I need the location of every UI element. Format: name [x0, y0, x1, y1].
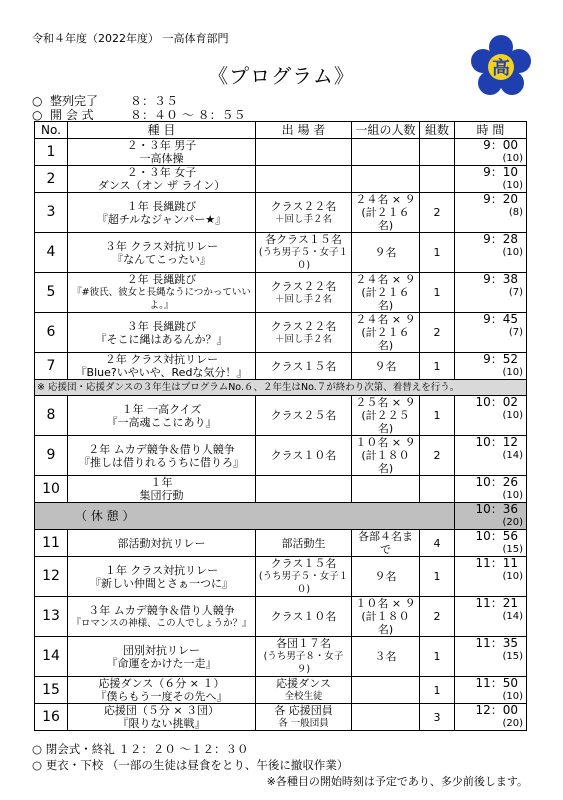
event-title: ３年 クラス対抗リレー [104, 239, 219, 253]
participants-cell [256, 353, 352, 380]
rest-row [35, 503, 527, 530]
participants-cell [256, 597, 352, 637]
info-line-opening: ○ 開 会 式 ８：４０ ～ ８：５５ [32, 108, 246, 122]
group-count: 1 [420, 557, 455, 597]
start-time: 11：35 [475, 636, 518, 650]
event-cell [68, 166, 256, 193]
group-count: 2 [420, 597, 455, 637]
participants-cell [256, 704, 352, 731]
duration: (10) [502, 180, 523, 191]
event-cell [68, 139, 256, 166]
participants-main: クラス２２名 [270, 199, 337, 213]
group-count: 1 [420, 396, 455, 436]
start-time: 10：36 [475, 502, 518, 516]
start-time: 10：12 [475, 435, 518, 449]
event-title: １年 一高クイズ [121, 402, 202, 416]
event-subtitle: 『僕らもう一度その先へ』 [95, 690, 228, 703]
group-count [420, 166, 455, 193]
time-cell [455, 704, 527, 731]
event-title: ２・３年 男子 [126, 139, 197, 152]
document-header: 令和４年度（2022年度） 一高体育部門 [32, 32, 229, 45]
event-cell [68, 557, 256, 597]
group-count: 2 [420, 193, 455, 233]
group-count: 4 [420, 530, 455, 557]
table-row [35, 557, 527, 597]
duration: (10) [502, 247, 523, 258]
table-row [35, 273, 527, 313]
table-row [35, 530, 527, 557]
group-count: 2 [420, 313, 455, 353]
group-size-cell [352, 273, 420, 313]
group-total: (計１８０名) [361, 610, 410, 636]
time-cell [455, 637, 527, 677]
event-subtitle: 『新しい仲間とさぁ一つに』 [90, 576, 233, 590]
group-count [420, 139, 455, 166]
table-row [35, 704, 527, 731]
group-total: (計２１６名) [361, 206, 410, 232]
group-size-cell [352, 557, 420, 597]
group-size: ２５名 × ９ [355, 396, 416, 409]
school-emblem-icon [469, 34, 533, 98]
time-cell [455, 166, 527, 193]
event-subtitle: ダンス（オン ザ ライン） [97, 179, 226, 192]
row-number: 5 [35, 273, 68, 313]
time-cell [455, 313, 527, 353]
participants-main: 各団１７名 [276, 637, 331, 650]
time-cell [455, 503, 527, 530]
event-subtitle: 『命運をかけた一走』 [106, 656, 217, 670]
footer-closing: ○ 閉会式・終礼 １２：２０ ～１２：３０ [32, 742, 249, 756]
col-header-time: 時 間 [455, 122, 527, 139]
event-title: １年 クラス対抗リレー [104, 563, 219, 577]
event-title: ２・３年 女子 [126, 166, 197, 179]
group-size: ２４名 × ９ [355, 273, 416, 286]
group-size-cell [352, 353, 420, 380]
participants-cell [256, 139, 352, 166]
table-row [35, 476, 527, 503]
time-cell [455, 233, 527, 273]
change-note: ※ 応援団・応援ダンスの３年生はプログラムNo.６、２年生はNo.７が終わり次第、着替えを行う。 [35, 380, 527, 396]
event-subtitle: 一高体操 [139, 152, 184, 165]
group-size: 各部４名まで [358, 530, 413, 556]
start-time: 10：26 [475, 475, 518, 489]
event-subtitle: 『超チルなジャンパー★』 [96, 212, 227, 226]
table-row [35, 677, 527, 704]
row-number: 14 [35, 637, 68, 677]
duration: (10) [502, 691, 523, 702]
participants-cell [256, 166, 352, 193]
start-time: 11：11 [475, 556, 518, 570]
col-header-group-size: 一組の人数 [352, 122, 420, 139]
group-size-cell [352, 313, 420, 353]
participants-cell [256, 233, 352, 273]
group-total: (計２２５名) [361, 409, 410, 435]
event-cell [68, 677, 256, 704]
event-subtitle: 集団行動 [139, 489, 184, 502]
time-cell [455, 353, 527, 380]
participants-detail: (うち男子８・女子９) [263, 651, 344, 675]
group-size: ３名 [374, 650, 397, 663]
time-cell [455, 139, 527, 166]
event-title: １年 [150, 476, 173, 489]
page-title: 《プログラム》 [208, 64, 355, 88]
footer-dismissal: ○ 更衣・下校 （一部の生徒は昼食をとり、午後に撤収作業） [32, 758, 349, 772]
participants-main: クラス２５名 [270, 409, 337, 422]
time-cell [455, 193, 527, 233]
time-cell [455, 476, 527, 503]
rest-label: （ 休 憩 ） [35, 503, 455, 530]
participants-main: クラス１５名 [270, 557, 337, 570]
event-subtitle: 『一高魂ここにあり』 [106, 415, 217, 429]
table-row [35, 233, 527, 273]
row-number: 12 [35, 557, 68, 597]
group-size: ９名 [374, 246, 397, 259]
participants-cell [256, 476, 352, 503]
table-row [35, 139, 527, 166]
group-count: 1 [420, 233, 455, 273]
duration: (15) [502, 651, 523, 662]
participants-main: 部活動生 [281, 536, 326, 550]
table-row [35, 436, 527, 476]
participants-cell [256, 637, 352, 677]
group-size-cell [352, 637, 420, 677]
group-size: ９名 [374, 570, 397, 583]
row-number: 7 [35, 353, 68, 380]
row-number: 16 [35, 704, 68, 731]
participants-detail: (うち男子５・女子１０) [258, 571, 349, 595]
info-line-assembly: ○ 整列完了 ８：３５ [32, 94, 179, 108]
group-total: (計２１６名) [361, 286, 410, 312]
group-count: 2 [420, 436, 455, 476]
event-cell [68, 476, 256, 503]
table-row [35, 193, 527, 233]
row-number: 8 [35, 396, 68, 436]
event-title: 応援ダンス（６分 × １） [98, 677, 225, 690]
start-time: 9：00 [483, 138, 518, 152]
group-size-cell [352, 396, 420, 436]
group-size: ２４名 × ９ [355, 193, 416, 206]
row-number: 11 [35, 530, 68, 557]
start-time: 10：56 [475, 529, 518, 543]
participants-main: 各クラス１５名 [265, 233, 342, 246]
row-number: 1 [35, 139, 68, 166]
duration: (15) [502, 544, 523, 555]
event-cell [68, 273, 256, 313]
start-time: 12：00 [475, 703, 518, 717]
emblem-text: 高 [492, 58, 510, 79]
participants-main: 応援ダンス [276, 677, 331, 690]
participants-detail: (うち男子５・女子１０) [258, 247, 349, 271]
table-row [35, 597, 527, 637]
duration: (20) [502, 718, 523, 729]
duration: (10) [502, 153, 523, 164]
time-cell [455, 396, 527, 436]
group-size: １０名 × ９ [355, 597, 416, 610]
participants-cell [256, 436, 352, 476]
event-title: ３年 長縄跳び [126, 319, 197, 333]
participants-detail: 全校生徒 [284, 691, 323, 702]
participants-main: クラス１０名 [270, 610, 337, 623]
event-title: ２年 ムカデ競争＆借り人競争 [88, 442, 235, 456]
col-header-no: No. [35, 122, 68, 139]
group-size-cell [352, 530, 420, 557]
group-count: 1 [420, 273, 455, 313]
participants-cell [256, 273, 352, 313]
group-size-cell [352, 704, 420, 731]
duration: (8) [508, 207, 523, 218]
duration: (14) [502, 611, 523, 622]
participants-detail: ＋回し手２名 [274, 293, 332, 305]
participants-main: クラス２２名 [270, 319, 337, 333]
event-title: 部活動対抗リレー [117, 536, 206, 550]
row-number: 9 [35, 436, 68, 476]
row-number: 6 [35, 313, 68, 353]
row-number: 2 [35, 166, 68, 193]
group-count: 1 [420, 353, 455, 380]
table-row [35, 637, 527, 677]
row-number: 3 [35, 193, 68, 233]
participants-cell [256, 193, 352, 233]
event-subtitle: 『ロマンスの神様、この人でしょうか？』 [71, 617, 252, 629]
duration: (10) [502, 410, 523, 421]
event-cell [68, 436, 256, 476]
participants-main: クラス１０名 [270, 449, 337, 462]
event-cell [68, 704, 256, 731]
event-title: ３年 ムカデ競争＆借り人競争 [88, 603, 235, 617]
event-subtitle: 『なんてこったい』 [112, 252, 211, 266]
event-subtitle: 『そこに縄はあるんか？』 [95, 332, 228, 346]
start-time: 9：52 [483, 352, 518, 366]
group-count [420, 476, 455, 503]
participants-cell [256, 530, 352, 557]
event-title: 団別対抗リレー [123, 643, 200, 657]
participants-cell [256, 313, 352, 353]
row-number: 13 [35, 597, 68, 637]
note-row [35, 380, 527, 396]
start-time: 9：45 [483, 312, 518, 326]
duration: (10) [502, 367, 523, 378]
participants-detail: 各 一般団員 [278, 718, 329, 729]
group-count: 1 [420, 677, 455, 704]
duration: (10) [502, 490, 523, 501]
start-time: 9：28 [483, 232, 518, 246]
event-title: １年 長縄跳び [126, 199, 197, 213]
event-title: 応援団（５分 × ３団） [103, 704, 220, 717]
duration: (14) [502, 450, 523, 461]
program-table [34, 121, 527, 731]
group-size-cell [352, 139, 420, 166]
col-header-participants: 出 場 者 [256, 122, 352, 139]
group-total: (計１８０名) [361, 449, 410, 475]
group-total: (計２１６名) [361, 326, 410, 352]
event-cell [68, 530, 256, 557]
time-cell [455, 597, 527, 637]
event-cell [68, 353, 256, 380]
duration: (10) [502, 571, 523, 582]
event-title: ２年 長縄跳び [126, 273, 197, 286]
col-header-group-count: 組数 [420, 122, 455, 139]
group-count: 1 [420, 637, 455, 677]
group-size: ９名 [374, 359, 397, 373]
start-time: 9：20 [483, 192, 518, 206]
table-row [35, 313, 527, 353]
group-size-cell [352, 476, 420, 503]
group-size-cell [352, 677, 420, 704]
participants-detail: ＋回し手２名 [274, 213, 332, 225]
table-row [35, 166, 527, 193]
group-size-cell [352, 436, 420, 476]
group-size-cell [352, 597, 420, 637]
table-row [35, 396, 527, 436]
participants-main: クラス１５名 [270, 359, 337, 373]
event-subtitle: 『#彼氏、彼女と長縄なうにつかっていいよ。』 [72, 287, 251, 311]
participants-cell [256, 557, 352, 597]
event-subtitle: 『Blue?いやいや、Redな気分！』 [75, 366, 248, 379]
participants-main: クラス２２名 [270, 279, 337, 293]
start-time: 9：10 [483, 165, 518, 179]
start-time: 11：50 [475, 676, 518, 690]
group-size-cell [352, 193, 420, 233]
time-cell [455, 273, 527, 313]
participants-main: 各 応援団員 [274, 704, 333, 717]
participants-cell [256, 677, 352, 704]
start-time: 11：21 [475, 596, 518, 610]
time-cell [455, 557, 527, 597]
group-size-cell [352, 233, 420, 273]
schedule-footnote: ※各種目の開始時刻は予定であり、多少前後します。 [266, 775, 528, 788]
table-row [35, 353, 527, 380]
group-size-cell [352, 166, 420, 193]
event-cell [68, 396, 256, 436]
event-subtitle: 『限りない挑戦』 [117, 717, 206, 730]
event-cell [68, 597, 256, 637]
event-cell [68, 637, 256, 677]
row-number: 4 [35, 233, 68, 273]
start-time: 10：02 [475, 395, 518, 409]
time-cell [455, 436, 527, 476]
event-title: ２年 クラス対抗リレー [104, 353, 219, 366]
duration: (7) [508, 287, 523, 298]
time-cell [455, 530, 527, 557]
row-number: 10 [35, 476, 68, 503]
participants-cell [256, 396, 352, 436]
event-cell [68, 313, 256, 353]
start-time: 9：38 [483, 272, 518, 286]
event-cell [68, 193, 256, 233]
duration: (7) [508, 327, 523, 338]
col-header-event: 種 目 [68, 122, 256, 139]
event-cell [68, 233, 256, 273]
time-cell [455, 677, 527, 704]
group-size: ２４名 × ９ [355, 313, 416, 326]
event-subtitle: 『推しは借りれるうちに借りろ』 [79, 455, 244, 469]
group-count: 3 [420, 704, 455, 731]
duration: (20) [502, 517, 523, 528]
participants-detail: ＋回し手２名 [274, 333, 332, 345]
row-number: 15 [35, 677, 68, 704]
table-header-row [35, 122, 527, 139]
group-size: １０名 × ９ [355, 436, 416, 449]
